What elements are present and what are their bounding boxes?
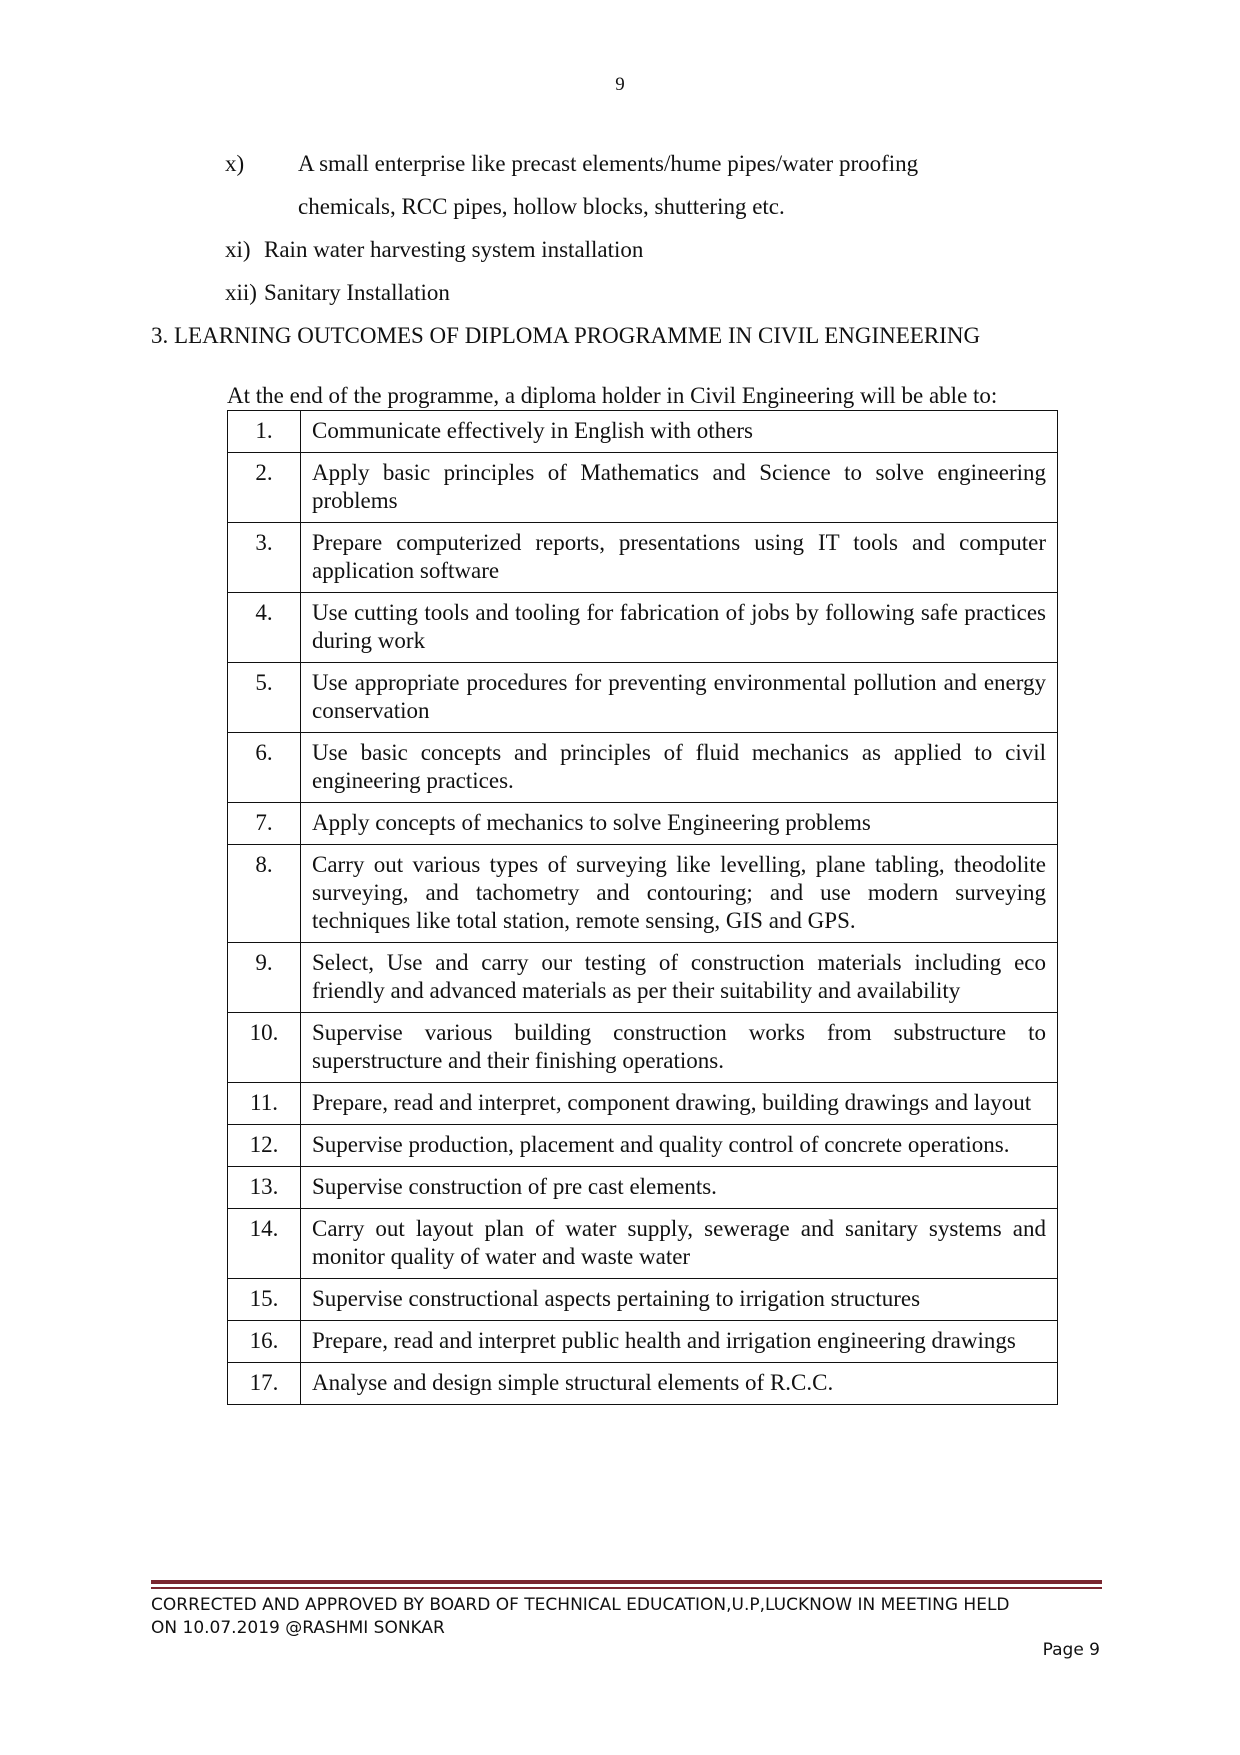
outcome-number: 16. <box>228 1321 301 1363</box>
outcome-text: Supervise construction of pre cast elements. <box>301 1167 1058 1209</box>
outcome-text: Carry out various types of surveying like levelling, plane tabling, theodolite surveying, and tachometry and contouring; and use modern surveying techniques like total station, remote sensing, GIS and GPS. <box>301 845 1058 943</box>
list-marker-x: x) <box>225 151 245 176</box>
footer-page-number: Page 9 <box>1042 1640 1100 1660</box>
outcome-number: 1. <box>228 411 301 453</box>
outcome-text: Use basic concepts and principles of fluid mechanics as applied to civil engineering practices. <box>301 733 1058 803</box>
outcome-number: 3. <box>228 523 301 593</box>
list-marker-xii: xii) <box>225 280 257 305</box>
outcome-text: Use appropriate procedures for preventing environmental pollution and energy conservation <box>301 663 1058 733</box>
table-row <box>228 523 1058 593</box>
table-row <box>228 1363 1058 1405</box>
outcome-text: Apply basic principles of Mathematics and Science to solve engineering problems <box>301 453 1058 523</box>
section-heading: 3. LEARNING OUTCOMES OF DIPLOMA PROGRAMME IN CIVIL ENGINEERING <box>151 323 981 348</box>
outcome-text: Apply concepts of mechanics to solve Engineering problems <box>301 803 1058 845</box>
outcome-text: Carry out layout plan of water supply, sewerage and sanitary systems and monitor quality of water and waste water <box>301 1209 1058 1279</box>
footer-approval-note <box>151 1594 1111 1640</box>
footer-approval-line2: ON 10.07.2019 @RASHMI SONKAR <box>151 1618 445 1638</box>
footer-divider-thick <box>151 1580 1102 1584</box>
page-number-top: 9 <box>615 74 625 95</box>
table-row <box>228 663 1058 733</box>
outcome-number: 10. <box>228 1013 301 1083</box>
table-row <box>228 733 1058 803</box>
outcome-text: Prepare, read and interpret public health and irrigation engineering drawings <box>301 1321 1058 1363</box>
table-row <box>228 1167 1058 1209</box>
table-row <box>228 1279 1058 1321</box>
table-row <box>228 1125 1058 1167</box>
outcome-number: 14. <box>228 1209 301 1279</box>
list-item-xi: Rain water harvesting system installation <box>264 237 644 262</box>
outcome-text: Analyse and design simple structural elements of R.C.C. <box>301 1363 1058 1405</box>
outcome-number: 9. <box>228 943 301 1013</box>
footer-divider-thin <box>151 1587 1102 1589</box>
footer-approval-line1: CORRECTED AND APPROVED BY BOARD OF TECHNICAL EDUCATION,U.P,LUCKNOW IN MEETING HELD <box>151 1595 1010 1615</box>
outcome-text: Select, Use and carry our testing of construction materials including eco friendly and advanced materials as per their suitability and availability <box>301 943 1058 1013</box>
list-item-xii: Sanitary Installation <box>264 280 450 305</box>
table-row <box>228 803 1058 845</box>
outcome-text: Use cutting tools and tooling for fabrication of jobs by following safe practices during work <box>301 593 1058 663</box>
outcome-number: 17. <box>228 1363 301 1405</box>
table-row <box>228 845 1058 943</box>
outcome-number: 12. <box>228 1125 301 1167</box>
table-row <box>228 1209 1058 1279</box>
outcome-number: 15. <box>228 1279 301 1321</box>
outcome-text: Prepare, read and interpret, component drawing, building drawings and layout <box>301 1083 1058 1125</box>
outcome-text: Supervise production, placement and quality control of concrete operations. <box>301 1125 1058 1167</box>
outcome-number: 2. <box>228 453 301 523</box>
outcome-number: 7. <box>228 803 301 845</box>
table-row <box>228 593 1058 663</box>
list-item-x-line2: chemicals, RCC pipes, hollow blocks, shuttering etc. <box>298 194 785 219</box>
outcome-number: 11. <box>228 1083 301 1125</box>
table-row <box>228 943 1058 1013</box>
outcome-text: Supervise various building construction works from substructure to superstructure and their finishing operations. <box>301 1013 1058 1083</box>
outcome-text: Supervise constructional aspects pertaining to irrigation structures <box>301 1279 1058 1321</box>
outcome-number: 6. <box>228 733 301 803</box>
table-row <box>228 1321 1058 1363</box>
table-row <box>228 1083 1058 1125</box>
table-row <box>228 411 1058 453</box>
table-row <box>228 1013 1058 1083</box>
outcome-number: 4. <box>228 593 301 663</box>
outcome-number: 8. <box>228 845 301 943</box>
outcome-number: 13. <box>228 1167 301 1209</box>
table-row <box>228 453 1058 523</box>
outcome-text: Communicate effectively in English with others <box>301 411 1058 453</box>
learning-outcomes-table <box>227 410 1058 1405</box>
list-marker-xi: xi) <box>225 237 251 262</box>
section-intro: At the end of the programme, a diploma holder in Civil Engineering will be able to: <box>227 383 998 408</box>
outcome-text: Prepare computerized reports, presentations using IT tools and computer application software <box>301 523 1058 593</box>
outcome-number: 5. <box>228 663 301 733</box>
list-item-x-line1: A small enterprise like precast elements/hume pipes/water proofing <box>298 151 919 176</box>
